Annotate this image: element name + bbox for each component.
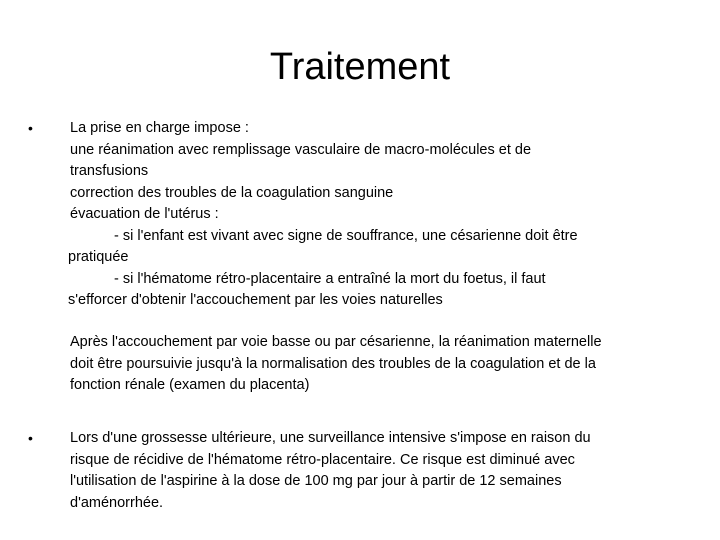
bullet-marker-2: • [28,430,33,446]
bullet-2-line-4: d'aménorrhée. [70,494,164,511]
bullet-1-line-3: transfusions [70,163,149,179]
paragraph-2-line-1: Après l'accouchement par voie basse ou par césarienne, la réanimation maternelle [70,334,602,350]
bullet-1-line-7: pratiquée [68,249,129,265]
bullet-1-line-5: évacuation de l'utérus : [70,206,219,222]
bullet-2-line-1: Lors d'une grossesse ultérieure, une surveillance intensive s'impose en raison du [70,430,591,446]
bullet-1-paragraph-2 [70,332,685,397]
bullet-2-content [70,428,685,514]
bullet-2-line-3: l'utilisation de l'aspirine à la dose de 100 mg par jour à partir de 12 semaines [70,473,562,489]
slide-title: Traitement [269,46,451,88]
bullet-1-line-9: s'efforcer d'obtenir l'accouchement par les voies naturelles [68,292,443,308]
bullet-1-line-1: La prise en charge impose : [70,120,249,136]
bullet-1-line-4: correction des troubles de la coagulation sanguine [70,184,394,201]
bullet-2-line-2: risque de récidive de l'hématome rétro-placentaire. Ce risque est diminué avec [70,451,575,468]
paragraph-2-line-2: doit être poursuivie jusqu'à la normalisation des troubles de la coagulation et de la [70,355,596,372]
bullet-1-content [70,118,685,312]
bullet-marker-1: • [28,120,33,136]
paragraph-2-line-3: fonction rénale (examen du placenta) [70,377,310,393]
bullet-1-line-6: - si l'enfant est vivant avec signe de souffrance, une césarienne doit être [114,227,578,244]
bullet-1-line-8: - si l'hématome rétro-placentaire a entraîné la mort du foetus, il faut [114,270,546,287]
bullet-1-line-2: une réanimation avec remplissage vasculaire de macro-molécules et de [70,141,532,158]
